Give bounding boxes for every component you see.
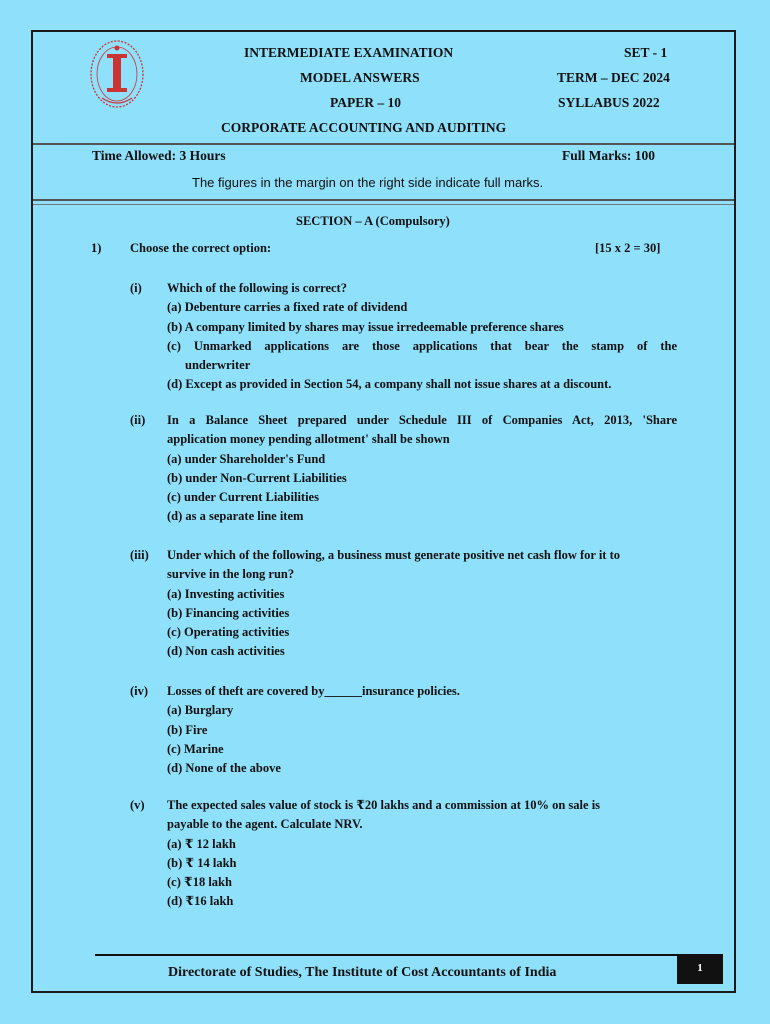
option-d: (d) ₹16 lakh bbox=[167, 894, 234, 909]
instruction-text: The figures in the margin on the right side indicate full marks. bbox=[192, 175, 544, 190]
subquestion-number: (iv) bbox=[130, 684, 149, 698]
option-a: (a) Burglary bbox=[167, 703, 234, 718]
option-b: (b) under Non-Current Liabilities bbox=[167, 470, 347, 485]
question-prompt: Choose the correct option: bbox=[130, 241, 272, 255]
question-text: Which of the following is correct? bbox=[167, 281, 347, 295]
question-number: 1) bbox=[91, 241, 102, 255]
option-b: (b) ₹ 14 lakh bbox=[167, 855, 237, 870]
subquestion-number: (i) bbox=[130, 281, 142, 295]
option-d: (d) None of the above bbox=[167, 761, 281, 776]
option-c: (c) Operating activities bbox=[167, 625, 290, 640]
term-label: TERM – DEC 2024 bbox=[557, 70, 670, 85]
header-divider bbox=[33, 143, 734, 145]
subquestion-number: (ii) bbox=[130, 413, 146, 427]
option-a: (a) Debenture carries a fixed rate of dividend bbox=[167, 300, 408, 315]
subquestion-block bbox=[167, 682, 677, 778]
question-text-continued: application money pending allotment' shall be shown bbox=[167, 432, 450, 447]
subquestion-block bbox=[167, 279, 677, 395]
meta-divider-1 bbox=[33, 199, 734, 201]
option-c: (c) Marine bbox=[167, 741, 224, 756]
question-text-continued: payable to the agent. Calculate NRV. bbox=[167, 817, 363, 832]
option-a: (a) Investing activities bbox=[167, 586, 285, 601]
section-title: SECTION – A (Compulsory) bbox=[296, 214, 450, 228]
institute-emblem-icon bbox=[88, 38, 146, 112]
option-c: (c) Unmarked applications are those applications that bear the stamp of the bbox=[167, 338, 677, 353]
option-c: (c) ₹18 lakh bbox=[167, 875, 232, 890]
footer-text: Directorate of Studies, The Institute of Cost Accountants of India bbox=[168, 965, 557, 980]
question-text: The expected sales value of stock is ₹20 lakhs and a commission at 10% on sale is bbox=[167, 798, 601, 812]
meta-divider-2 bbox=[33, 204, 734, 205]
syllabus-label: SYLLABUS 2022 bbox=[558, 95, 660, 110]
question-text: Under which of the following, a business must generate positive net cash flow for it to bbox=[167, 548, 621, 562]
option-d: (d) Non cash activities bbox=[167, 644, 285, 659]
option-d: (d) Except as provided in Section 54, a company shall not issue shares at a discount. bbox=[167, 377, 612, 392]
option-d: (d) as a separate line item bbox=[167, 509, 304, 524]
full-marks: Full Marks: 100 bbox=[562, 148, 655, 163]
subquestion-block bbox=[167, 411, 677, 527]
option-b: (b) Financing activities bbox=[167, 605, 290, 620]
page-number: 1 bbox=[677, 954, 723, 984]
exam-title: INTERMEDIATE EXAMINATION bbox=[244, 45, 454, 60]
model-answers-label: MODEL ANSWERS bbox=[300, 70, 420, 85]
option-c-continued: underwriter bbox=[185, 358, 251, 373]
option-a: (a) ₹ 12 lakh bbox=[167, 836, 236, 851]
question-text: In a Balance Sheet prepared under Schedule III of Companies Act, 2013, 'Share bbox=[167, 413, 677, 427]
question-text: Losses of theft are covered by______insurance policies. bbox=[167, 684, 460, 698]
set-label: SET - 1 bbox=[624, 45, 668, 60]
subquestion-number: (iii) bbox=[130, 548, 149, 562]
footer-divider bbox=[95, 954, 723, 956]
subquestion-number: (v) bbox=[130, 798, 145, 812]
question-text-continued: survive in the long run? bbox=[167, 567, 295, 582]
option-b: (b) A company limited by shares may issue irredeemable preference shares bbox=[167, 319, 564, 334]
paper-label: PAPER – 10 bbox=[330, 95, 401, 110]
option-c: (c) under Current Liabilities bbox=[167, 490, 319, 505]
time-allowed: Time Allowed: 3 Hours bbox=[92, 148, 226, 163]
option-b: (b) Fire bbox=[167, 722, 208, 737]
subject-title: CORPORATE ACCOUNTING AND AUDITING bbox=[221, 120, 507, 135]
question-marks: [15 x 2 = 30] bbox=[595, 241, 661, 255]
subquestion-block bbox=[167, 796, 677, 912]
subquestion-block bbox=[167, 546, 677, 662]
option-a: (a) under Shareholder's Fund bbox=[167, 451, 326, 466]
